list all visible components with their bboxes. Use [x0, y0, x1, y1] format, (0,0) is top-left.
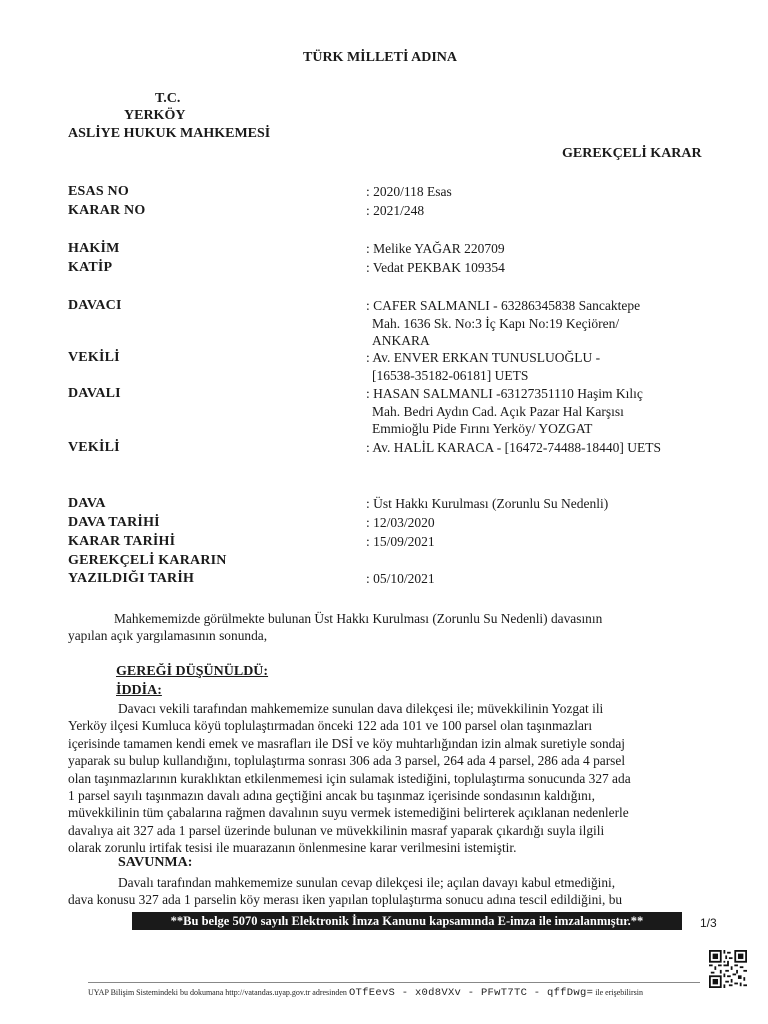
- vekili-line: : Av. ENVER ERKAN TUNUSLUOĞLU -: [366, 350, 601, 365]
- court-name: ASLİYE HUKUK MAHKEMESİ: [68, 126, 271, 141]
- davali-value: [366, 385, 643, 438]
- savunma-paragraph: [68, 874, 718, 909]
- vekili-value: [366, 349, 600, 384]
- geregi-heading: GEREĞİ DÜŞÜNÜLDÜ:: [116, 664, 269, 679]
- text-line: dava konusu 327 ada 1 parselin köy merası iken yapılan toplulaştırma sonucu adına tescil edildiğini, bu: [68, 892, 623, 908]
- text-line: Davalı tarafından mahkememize sunulan cevap dilekçesi ile; açılan davayı kabul etmediğini,: [118, 875, 616, 890]
- gerekceli-value: : 05/10/2021: [366, 571, 435, 586]
- footer-prefix: UYAP Bilişim Sistemindeki bu dokumana http://vatandas.uyap.gov.tr adresinden: [88, 988, 347, 997]
- page-number: 1/3: [700, 916, 717, 930]
- footer-suffix: ile erişebilirsin: [595, 988, 643, 997]
- vekili-value: : Av. HALİL KARACA - [16472-74488-18440] UETS: [366, 440, 661, 455]
- katip-value: : Vedat PEKBAK 109354: [366, 260, 505, 275]
- davaci-line: ANKARA: [372, 333, 430, 348]
- karar-label: KARAR NO: [68, 203, 146, 218]
- karar-tarihi-label: KARAR TARİHİ: [68, 534, 176, 549]
- document-type: GEREKÇELİ KARAR: [562, 146, 702, 161]
- text-line: davalıya ait 327 ada 1 parsel üzerinde bulunan ve müvekkilinin masraf yaparak çıkardığı suyla ilgili: [68, 822, 605, 838]
- davali-line: Emmioğlu Pide Fırını Yerköy/ YOZGAT: [372, 421, 593, 436]
- nation-title: TÜRK MİLLETİ ADINA: [303, 50, 458, 65]
- iddia-paragraph: [68, 700, 718, 857]
- text-line: yaparak su bulup kullandığını, toplulaştırma sonrası 306 ada 3 parsel, 264 ada 4 parsel, 286 ada 4 parsel: [68, 753, 626, 769]
- dava-tarihi-label: DAVA TARİHİ: [68, 515, 160, 530]
- city-label: YERKÖY: [124, 108, 186, 123]
- vekili-line: [16538-35182-06181] UETS: [372, 367, 529, 383]
- davaci-line: : CAFER SALMANLI - 63286345838 Sancaktepe: [366, 298, 641, 313]
- dava-tarihi-value: : 12/03/2020: [366, 515, 435, 530]
- karar-tarihi-value: : 15/09/2021: [366, 534, 435, 549]
- text-line: Davacı vekili tarafından mahkememize sunulan dava dilekçesi ile; müvekkilinin Yozgat ili: [118, 701, 604, 716]
- davali-line: : HASAN SALMANLI -63127351110 Haşim Kılıç: [366, 386, 643, 401]
- dava-value: : Üst Hakkı Kurulması (Zorunlu Su Nedenli): [366, 496, 609, 511]
- text-line: 1 parsel sayılı taşınmazın davalı adına geçtiğini ancak bu taşınmaz içerisinde sondasının kaldığını,: [68, 788, 595, 804]
- esas-label: ESAS NO: [68, 184, 129, 199]
- hakim-value: : Melike YAĞAR 220709: [366, 241, 505, 256]
- verification-code: OTfEevS - x0d8VXv - PFwT7TC - qffDwg=: [348, 987, 594, 999]
- gerekceli-label: YAZILDIĞI TARİH: [68, 571, 195, 586]
- davaci-label: DAVACI: [68, 298, 122, 313]
- vekili-label: VEKİLİ: [68, 350, 120, 365]
- davali-label: DAVALI: [68, 386, 121, 401]
- text-line: müvekkilinin tüm çabalarına rağmen davalının suyu vermek istemediğini belirterek açıklanan nedenlerle: [68, 805, 629, 821]
- tc-label: T.C.: [155, 91, 181, 106]
- vekili-label: VEKİLİ: [68, 440, 120, 455]
- e-signature-banner: **Bu belge 5070 sayılı Elektronik İmza Kanunu kapsamında E-imza ile imzalanmıştır.**: [132, 912, 682, 930]
- davali-line: Mah. Bedri Aydın Cad. Açık Pazar Hal Karşısı: [372, 403, 624, 419]
- intro-paragraph: [68, 610, 713, 645]
- text-line: olan taşınmazlarının kuraklıktan etkilenmemesi için sulamak istediğini, toplulaştırma sonucunda 327 ada: [68, 770, 631, 786]
- text-line: yapılan açık yargılamasının sonunda,: [68, 628, 268, 644]
- gerekceli-label: GEREKÇELİ KARARIN: [68, 553, 227, 568]
- dava-label: DAVA: [68, 496, 106, 511]
- text-line: Yerköy ilçesi Kumluca köyü toplulaştırmadan önceki 122 ada 101 ve 100 parsel olan taşınmazları: [68, 718, 593, 734]
- esas-value: : 2020/118 Esas: [366, 184, 452, 199]
- davaci-line: Mah. 1636 Sk. No:3 İç Kapı No:19 Keçiören/: [372, 315, 620, 331]
- qr-code-icon: [709, 950, 747, 988]
- katip-label: KATİP: [68, 260, 113, 275]
- footer-divider: [88, 982, 700, 983]
- davaci-value: [366, 297, 640, 350]
- savunma-heading: SAVUNMA:: [118, 855, 193, 870]
- text-line: olarak zorunlu irtifak tesisi ile muarazanın önlenmesine karar verilmesini istemiştir.: [68, 840, 517, 856]
- karar-value: : 2021/248: [366, 203, 425, 218]
- hakim-label: HAKİM: [68, 241, 120, 256]
- text-line: Mahkememizde görülmekte bulunan Üst Hakkı Kurulması (Zorunlu Su Nedenli) davasının: [114, 611, 603, 626]
- footer-verification: [88, 987, 643, 999]
- iddia-heading: İDDİA:: [116, 683, 162, 698]
- text-line: içerisinde tamamen kendi emek ve masrafları ile DSİ ve köy muhtarlığından izin almak suretiyle sondaj: [68, 735, 626, 751]
